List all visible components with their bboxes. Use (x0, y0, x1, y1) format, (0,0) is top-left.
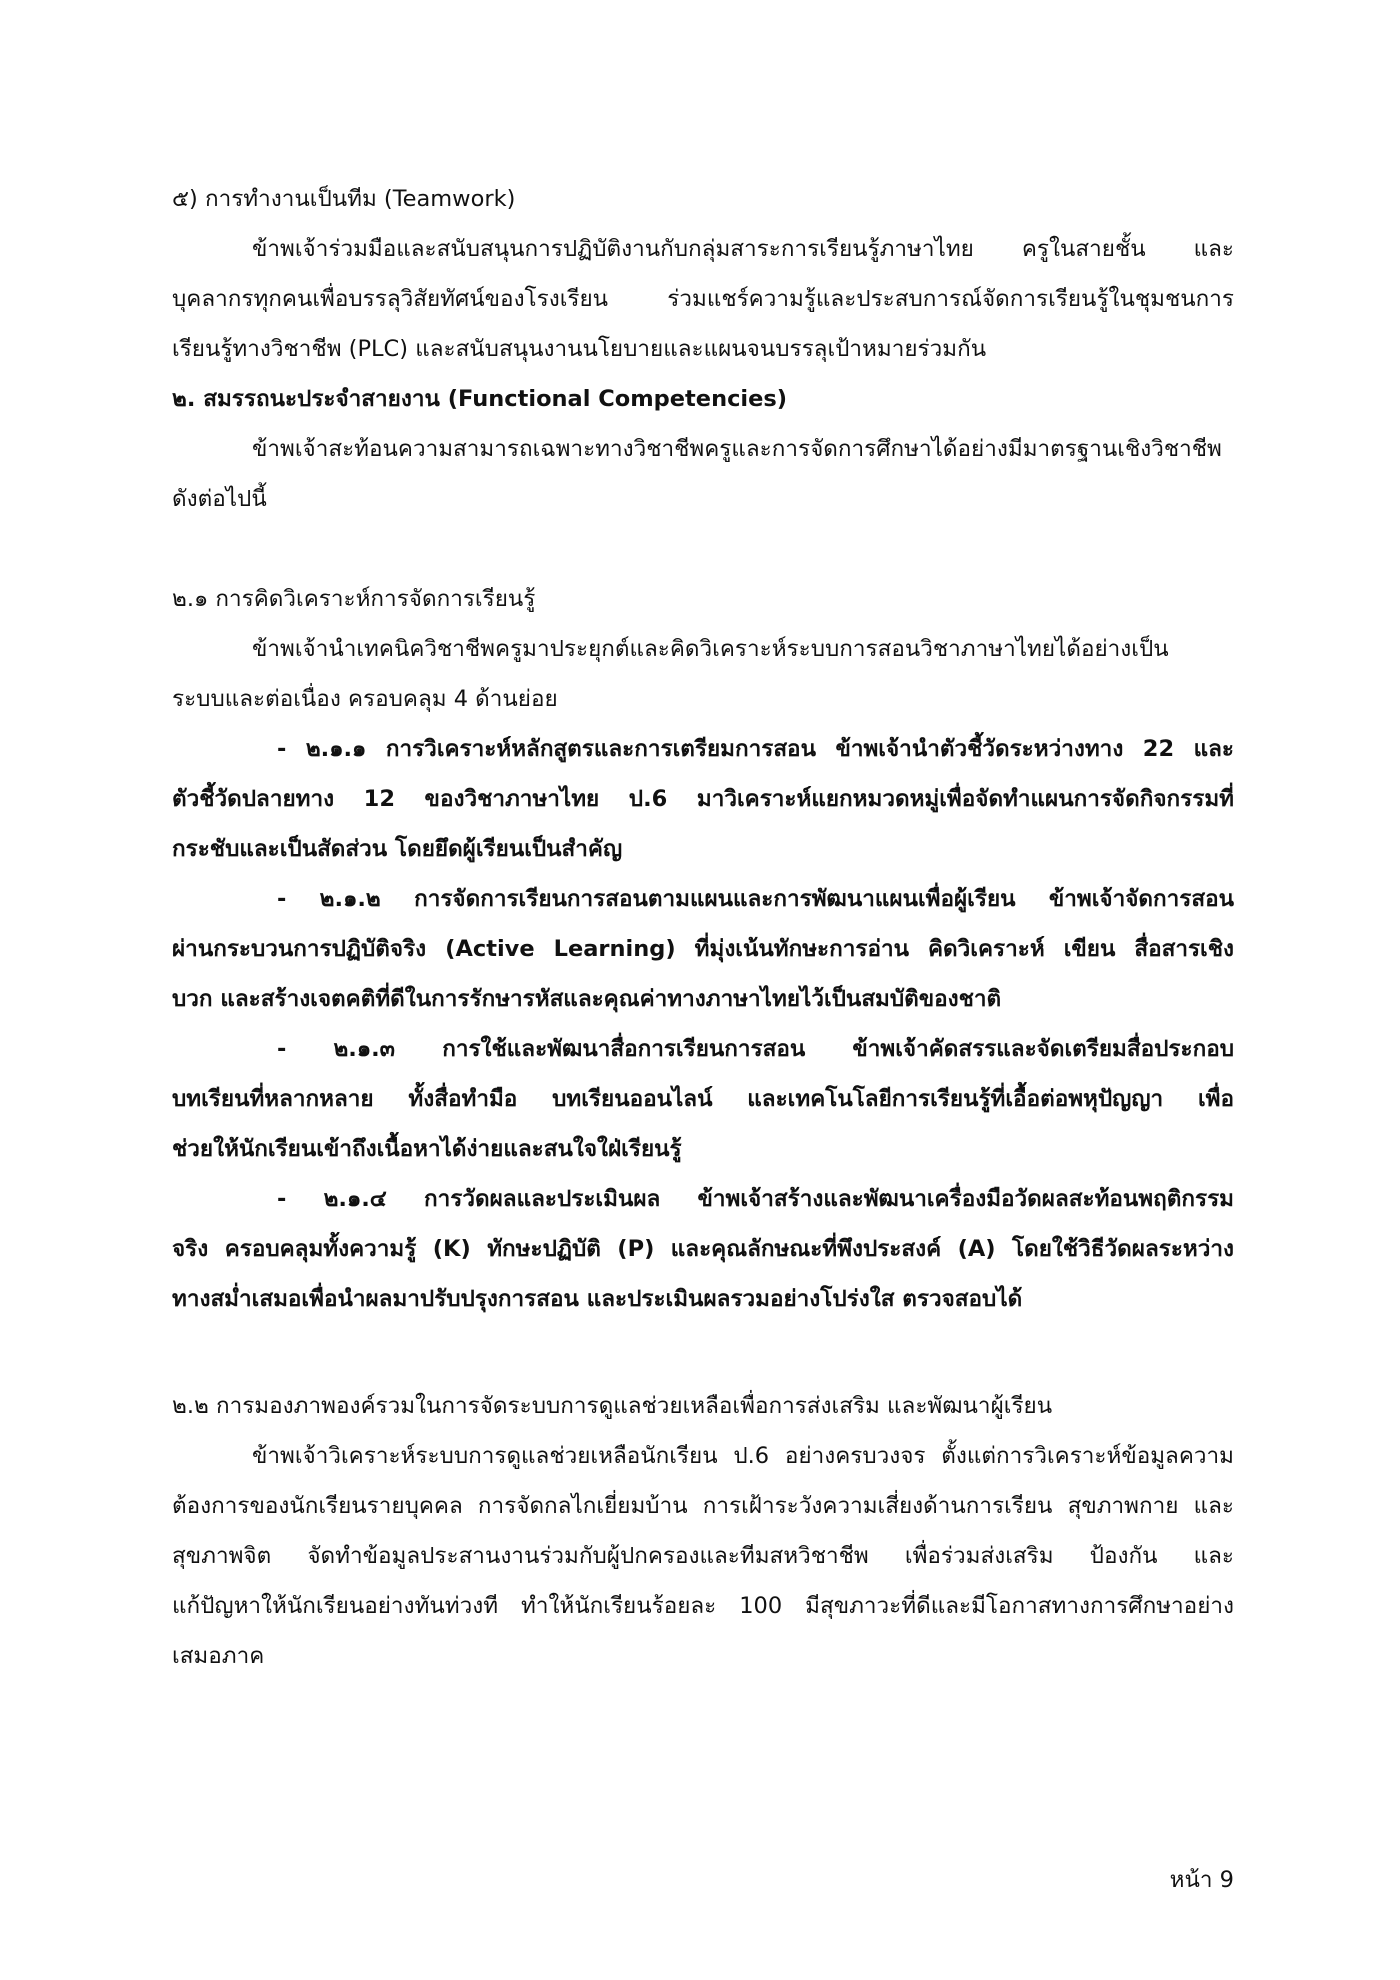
paragraph-line: ข้าพเจ้าวิเคราะห์ระบบการดูแลช่วยเหลือนักเรียน ป.6 อย่างครบวงจร ตั้งแต่การวิเคราะห์ข้อมูลความ (252, 1443, 1234, 1469)
section-gap (172, 524, 1234, 574)
analysis-heading: ๒.๑ การคิดวิเคราะห์การจัดการเรียนรู้ (172, 586, 536, 612)
subitem-line: - ๒.๑.๓ การใช้และพัฒนาสื่อการเรียนการสอน ข้าพเจ้าคัดสรรและจัดเตรียมสื่อประกอบ (277, 1036, 1234, 1062)
section-gap (172, 1324, 1234, 1381)
paragraph-line: ต้องการของนักเรียนรายบุคคล การจัดกลไกเยี่ยมบ้าน การเฝ้าระวังความเสี่ยงด้านการเรียน สุขภาพกาย และ (172, 1493, 1234, 1519)
page-number: หน้า 9 (1169, 1867, 1234, 1893)
subitem-line: - ๒.๑.๒ การจัดการเรียนการสอนตามแผนและการพัฒนาแผนเพื่อผู้เรียน ข้าพเจ้าจัดการสอน (277, 886, 1234, 912)
paragraph-line: เสมอภาค (172, 1643, 265, 1669)
paragraph-line: สุขภาพจิต จัดทำข้อมูลประสานงานร่วมกับผู้ปกครองและทีมสหวิชาชีพ เพื่อร่วมส่งเสริม ป้องกัน และ (172, 1543, 1234, 1569)
subitem-line: จริง ครอบคลุมทั้งความรู้ (K) ทักษะปฏิบัติ (P) และคุณลักษณะที่พึงประสงค์ (A) โดยใช้วิธีวัดผลระหว่าง (172, 1236, 1234, 1262)
paragraph-line: ดังต่อไปนี้ (172, 486, 267, 512)
holistic-heading: ๒.๒ การมองภาพองค์รวมในการจัดระบบการดูแลช่วยเหลือเพื่อการส่งเสริม และพัฒนาผู้เรียน (172, 1393, 1053, 1419)
paragraph-line: ข้าพเจ้าร่วมมือและสนับสนุนการปฏิบัติงานกับกลุ่มสาระการเรียนรู้ภาษาไทย ครูในสายชั้น และ (252, 236, 1234, 262)
subitem-line: บทเรียนที่หลากหลาย ทั้งสื่อทำมือ บทเรียนออนไลน์ และเทคโนโลยีการเรียนรู้ที่เอื้อต่อพหุปัญญา เพื่อ (172, 1086, 1234, 1112)
paragraph-line: ข้าพเจ้าสะท้อนความสามารถเฉพาะทางวิชาชีพครูและการจัดการศึกษาได้อย่างมีมาตรฐานเชิงวิชาชีพ (252, 436, 1222, 462)
teamwork-heading: ๕) การทำงานเป็นทีม (Teamwork) (172, 186, 516, 212)
paragraph-line: ข้าพเจ้านำเทคนิควิชาชีพครูมาประยุกต์และคิดวิเคราะห์ระบบการสอนวิชาภาษาไทยได้อย่างเป็น (252, 636, 1169, 662)
subitem-line: ช่วยให้นักเรียนเข้าถึงเนื้อหาได้ง่ายและสนใจใฝ่เรียนรู้ (172, 1136, 682, 1162)
subitem-line: กระชับและเป็นสัดส่วน โดยยึดผู้เรียนเป็นสำคัญ (172, 836, 623, 862)
page-content (172, 174, 1234, 1681)
paragraph-line: เรียนรู้ทางวิชาชีพ (PLC) และสนับสนุนงานนโยบายและแผนจนบรรลุเป้าหมายร่วมกัน (172, 336, 987, 362)
paragraph-line: แก้ปัญหาให้นักเรียนอย่างทันท่วงที ทำให้นักเรียนร้อยละ 100 มีสุขภาวะที่ดีและมีโอกาสทางการศึกษาอย่าง (172, 1593, 1234, 1619)
subitem-line: ตัวชี้วัดปลายทาง 12 ของวิชาภาษาไทย ป.6 มาวิเคราะห์แยกหมวดหมู่เพื่อจัดทำแผนการจัดกิจกรรมที่ (172, 786, 1234, 812)
subitem-line: ทางสม่ำเสมอเพื่อนำผลมาปรับปรุงการสอน และประเมินผลรวมอย่างโปร่งใส ตรวจสอบได้ (172, 1286, 1023, 1312)
subitem-line: - ๒.๑.๑ การวิเคราะห์หลักสูตรและการเตรียมการสอน ข้าพเจ้านำตัวชี้วัดระหว่างทาง 22 และ (277, 736, 1234, 762)
subitem-line: บวก และสร้างเจตคติที่ดีในการรักษารหัสและคุณค่าทางภาษาไทยไว้เป็นสมบัติของชาติ (172, 986, 1002, 1012)
subitem-line: ผ่านกระบวนการปฏิบัติจริง (Active Learning) ที่มุ่งเน้นทักษะการอ่าน คิดวิเคราะห์ เขียน สื่อสารเชิง (172, 936, 1234, 962)
paragraph-line: บุคลากรทุกคนเพื่อบรรลุวิสัยทัศน์ของโรงเรียน ร่วมแชร์ความรู้และประสบการณ์จัดการเรียนรู้ในชุมชนการ (172, 286, 1234, 312)
paragraph-line: ระบบและต่อเนื่อง ครอบคลุม 4 ด้านย่อย (172, 686, 558, 712)
functional-competencies-heading: ๒. สมรรถนะประจำสายงาน (Functional Competencies) (172, 386, 788, 412)
subitem-line: - ๒.๑.๔ การวัดผลและประเมินผล ข้าพเจ้าสร้างและพัฒนาเครื่องมือวัดผลสะท้อนพฤติกรรม (277, 1186, 1234, 1212)
